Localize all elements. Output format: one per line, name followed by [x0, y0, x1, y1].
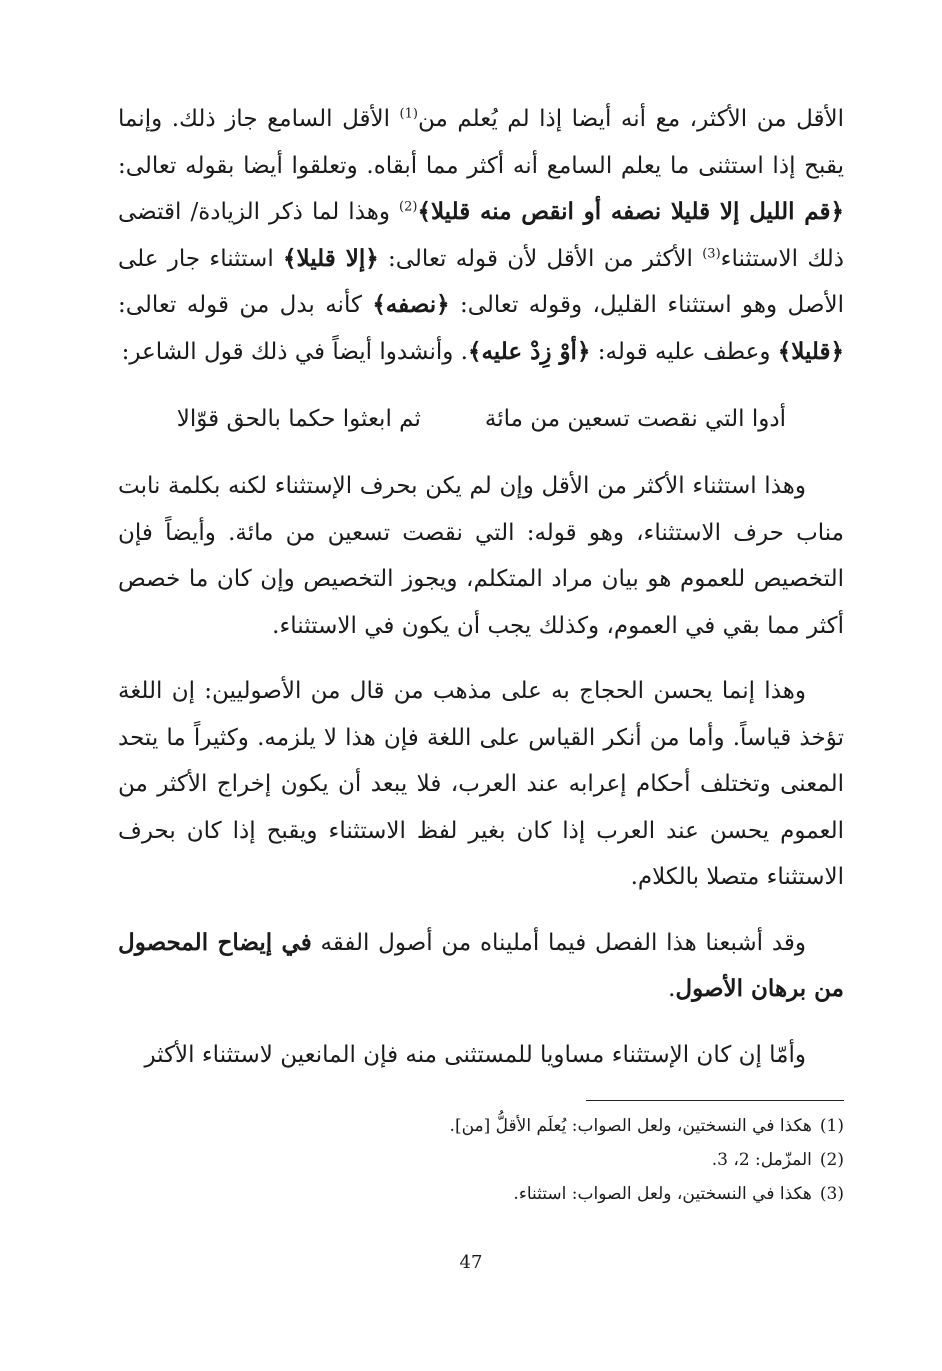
quran-quote: في إيضاح المحصول من برهان الأصول	[118, 928, 844, 1002]
text-run: كأنه بدل من قوله تعالى:	[118, 292, 373, 318]
paragraph-4	[118, 920, 844, 1013]
text-run: وقد أشبعنا هذا الفصل فيما أمليناه من أصول الفقه	[311, 929, 806, 956]
paragraph-5	[118, 1032, 844, 1079]
paragraph-3	[118, 668, 844, 901]
text-run: وهذا استثناء الأكثر من الأقل وإن لم يكن بحرف الإستثناء لكنه بكلمة نابت مناب حرف الاستثناء، وهو قوله: التي نقصت تسعين من مائة. وأيضاً فإن التخصيص للعموم هو بيان مراد المتكلم، ويجوز التخصيص وإن كان ما خصص أكثر مما بقي في العموم، وكذلك يجب أن يكون في الاستثناء.	[118, 473, 844, 639]
text-run: الأكثر من الأقل لأن قوله تعالى:	[378, 245, 703, 272]
paragraph-1	[118, 96, 844, 375]
quran-quote: ﴿إلا قليلا﴾	[283, 244, 379, 272]
quran-quote: ﴿قم الليل إلا قليلا نصفه أو انقص منه قليلا﴾	[417, 198, 844, 225]
footnote-divider	[586, 1100, 844, 1101]
footnote-1: (1)هكذا في النسختين، ولعل الصواب: يُعلَم الأقلُّ [من].	[449, 1116, 844, 1136]
text-run: .	[668, 976, 676, 1002]
footnote-ref: (2)	[399, 199, 418, 215]
verse-hemistich-first: أدوا التي نقصت تسعين من مائة	[484, 406, 786, 432]
quran-quote: ﴿قليلا﴾	[777, 337, 844, 365]
text-run: الأقل السامع جاز ذلك. وإنما يقبح إذا استثنى ما يعلم السامع أنه أكثر مما أبقاه. وتعلقوا أيضا بقوله تعالى:	[118, 106, 844, 179]
verse-hemistich-second: ثم ابعثوا حكما بالحق قوّالا	[176, 406, 421, 432]
text-run: وأمّا إن كان الإستثناء مساويا للمستثنى منه فإن المانعين لاستثناء الأكثر	[144, 1041, 806, 1068]
page-number: 47	[459, 1252, 483, 1273]
page-body	[118, 96, 844, 1211]
footnote-ref: (3)	[702, 245, 721, 261]
footnote-ref: (1)	[399, 106, 418, 122]
poetry-verse	[118, 396, 844, 442]
paragraph-2	[118, 463, 844, 649]
quran-quote: ﴿أوْ زِدْ عليه﴾	[468, 337, 591, 365]
text-run: وهذا لما ذكر الزيادة/ اقتضى ذلك الاستثناء	[118, 199, 844, 272]
text-run: استثناء جار على الأصل وهو استثناء القليل، وقوله تعالى:	[118, 245, 844, 318]
quran-quote: ﴿نصفه﴾	[372, 291, 450, 318]
text-run: وعطف عليه قوله:	[590, 338, 778, 365]
footnote-2: (2)المزّمل: 2، 3.	[711, 1150, 844, 1170]
text-run: الأقل من الأكثر، مع أنه أيضا إذا لم يُعلم من	[417, 106, 844, 132]
footnote-3: (3)هكذا في النسختين، ولعل الصواب: استثناء.	[513, 1184, 844, 1204]
text-run: وهذا إنما يحسن الحجاج به على مذهب من قال من الأصوليين: إن اللغة تؤخذ قياساً. وأما من أنكر القياس على اللغة فإن هذا لا يلزمه. وكثيراً ما يتحد المعنى وتختلف أحكام إعرابه عند العرب، فلا يبعد أن يكون إخراج الأكثر من العموم يحسن عند العرب إذا كان بغير لفظ الاستثناء ويقبح إذا كان بحرف الاستثناء متصلا بالكلام.	[118, 678, 844, 890]
text-run: . وأنشدوا أيضاً في ذلك قول الشاعر:	[121, 338, 468, 365]
